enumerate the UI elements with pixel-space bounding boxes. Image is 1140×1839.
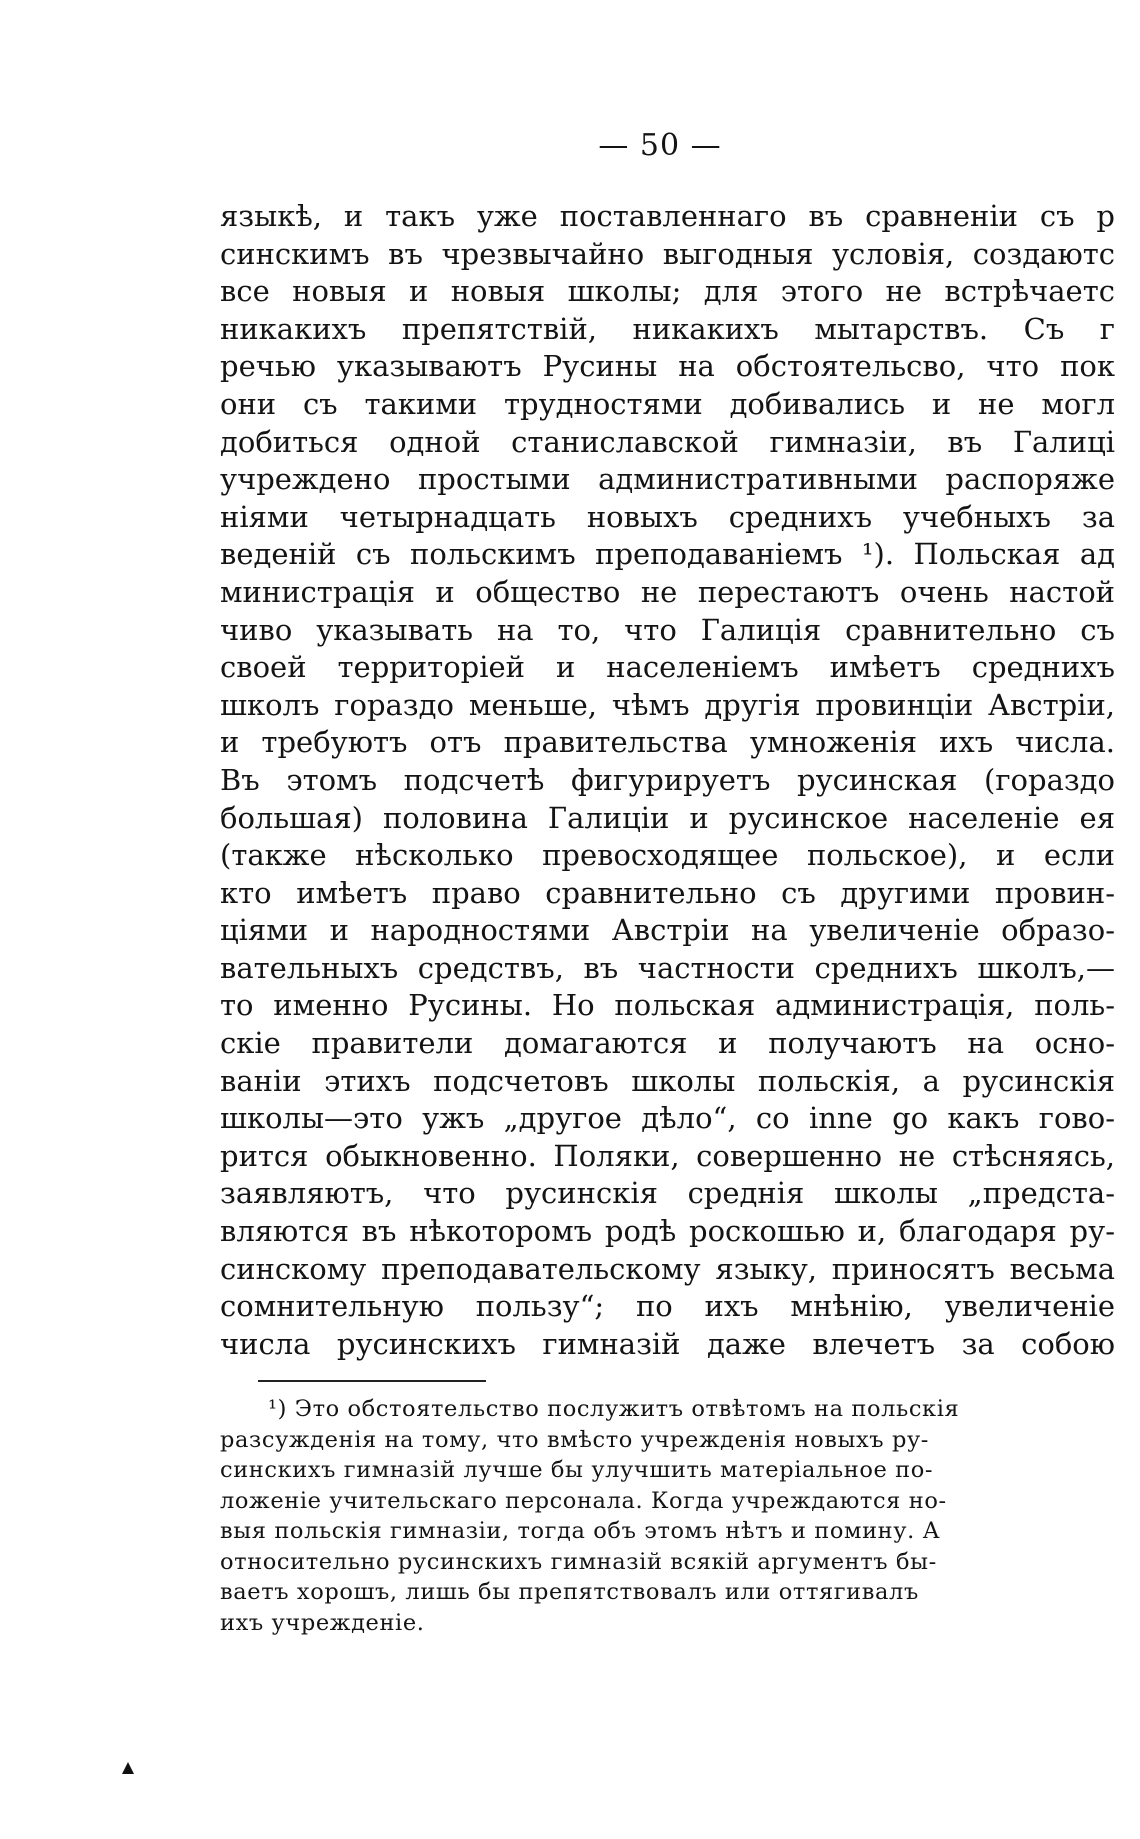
text-line: кто имѣетъ право сравнительно съ другими провин- bbox=[220, 875, 1115, 910]
footnote-line: ¹) Это обстоятельство послужитъ отвѣтомъ на польскія bbox=[268, 1396, 960, 1422]
footnote bbox=[220, 1394, 1100, 1638]
text-line: они съ такими трудностями добивались и не могл bbox=[220, 386, 1115, 421]
text-line: рится обыкновенно. Поляки, совершенно не стѣсняясь, bbox=[220, 1138, 1115, 1173]
footnote-line: ваетъ хорошъ, лишь бы препятствовалъ или оттягивалъ bbox=[220, 1579, 919, 1605]
footnote-line: синскихъ гимназій лучше бы улучшить матеріальное по- bbox=[220, 1457, 934, 1483]
text-line: числа русинскихъ гимназій даже влечетъ за собою bbox=[220, 1326, 1115, 1361]
text-line: вляются въ нѣкоторомъ родѣ роскошью и, благодаря ру- bbox=[220, 1214, 1115, 1249]
text-line: добиться одной станиславской гимназіи, въ Галиці bbox=[220, 424, 1115, 459]
scan-mark bbox=[122, 1762, 134, 1774]
text-line: языкѣ, и такъ уже поставленнаго въ сравненіи съ р bbox=[220, 199, 1115, 233]
text-line: речью указываютъ Русины на обстоятельсво, что пок bbox=[220, 349, 1115, 384]
text-line: сомнительную пользу“; по ихъ мнѣнію, увеличеніе bbox=[220, 1289, 1115, 1324]
footnote-divider bbox=[258, 1380, 486, 1382]
text-line: синскому преподавательскому языку, приносятъ весьма bbox=[220, 1251, 1115, 1286]
text-line: синскимъ въ чрезвычайно выгодныя условія, создаютс bbox=[220, 236, 1115, 271]
footnote-line: относительно русинскихъ гимназій всякій аргументъ бы- bbox=[220, 1548, 937, 1575]
text-line: никакихъ препятствій, никакихъ мытарствъ. Съ г bbox=[220, 311, 1115, 346]
text-line: ніями четырнадцать новыхъ среднихъ учебныхъ за bbox=[220, 499, 1115, 534]
text-line: большая) половина Галиціи и русинское населеніе ея bbox=[220, 800, 1115, 835]
text-line: скіе правители домагаются и получаютъ на осно- bbox=[220, 1026, 1115, 1061]
footnote-line: ихъ учрежденіе. bbox=[220, 1609, 425, 1636]
text-line: то именно Русины. Но польская администрація, поль- bbox=[220, 988, 1115, 1023]
text-line: министрація и общество не перестаютъ очень настой bbox=[220, 574, 1115, 609]
text-line: ваніи этихъ подсчетовъ школы польскія, а русинскія bbox=[220, 1063, 1115, 1098]
text-line: школы—это ужъ „другое дѣло“, со inne go какъ гово- bbox=[220, 1101, 1115, 1136]
text-line: все новыя и новыя школы; для этого не встрѣчаетс bbox=[220, 274, 1115, 309]
text-line: (также нѣсколько превосходящее польское), и если bbox=[220, 838, 1115, 873]
text-line: Въ этомъ подсчетѣ фигурируетъ русинская (гораздо bbox=[220, 762, 1115, 797]
footnote-line: выя польскія гимназіи, тогда объ этомъ нѣтъ и помину. А bbox=[220, 1518, 941, 1544]
text-line: ціями и народностями Австріи на увеличеніе образо- bbox=[220, 913, 1115, 948]
text-line: учреждено простыми административными распоряже bbox=[220, 462, 1115, 497]
text-line: веденій съ польскимъ преподаваніемъ ¹). Польская ад bbox=[220, 537, 1115, 572]
body-text bbox=[220, 198, 1140, 1363]
page-number: — 50 — bbox=[598, 128, 722, 163]
footnote-line: разсужденія на тому, что вмѣсто учрежденія новыхъ ру- bbox=[220, 1426, 929, 1453]
text-line: вательныхъ средствъ, въ частности среднихъ школъ,— bbox=[220, 950, 1115, 985]
footnote-line: ложеніе учительскаго персонала. Когда учреждаются но- bbox=[220, 1487, 947, 1514]
text-line: школъ гораздо меньше, чѣмъ другія провинціи Австріи, bbox=[220, 687, 1115, 722]
text-line: заявляютъ, что русинскія среднія школы „предста- bbox=[220, 1176, 1115, 1211]
text-line: и требуютъ отъ правительства умноженія ихъ числа. bbox=[220, 725, 1115, 760]
text-line: своей территоріей и населеніемъ имѣетъ среднихъ bbox=[220, 650, 1115, 685]
text-line: чиво указывать на то, что Галиція сравнительно съ bbox=[220, 612, 1115, 647]
